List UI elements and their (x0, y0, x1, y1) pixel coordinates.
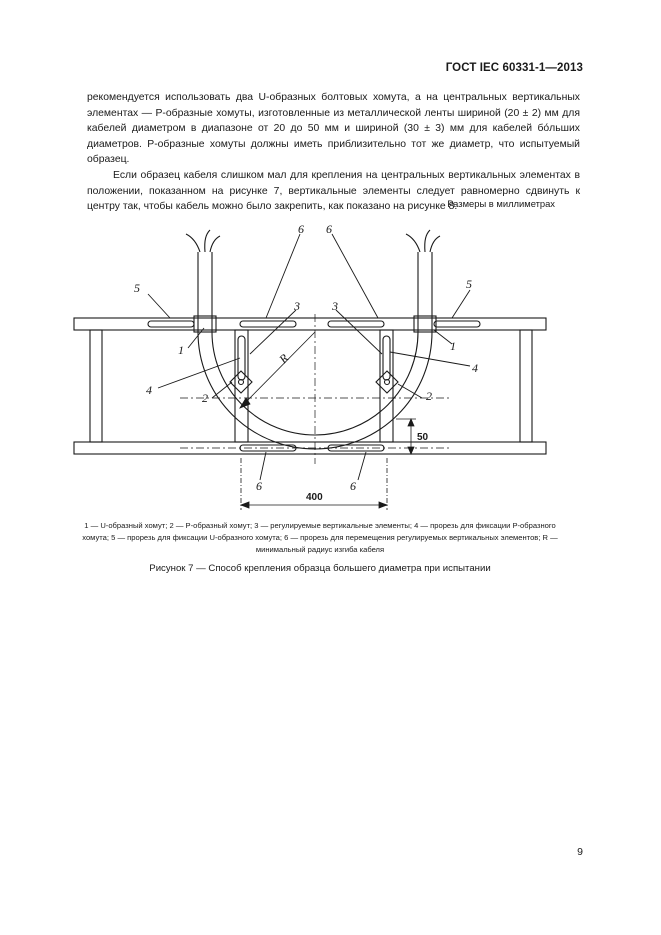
leader-1-left (188, 328, 204, 348)
leader-5-left (148, 294, 170, 318)
cable-left-straight (198, 252, 212, 332)
body-text (87, 90, 580, 215)
leader-6-bottom-left (260, 452, 266, 480)
label-6-bottom-left: 6 (256, 479, 262, 493)
label-2-left: 2 (202, 391, 208, 405)
leader-5-right (452, 290, 470, 318)
label-1-right: 1 (450, 339, 456, 353)
document-header: ГОСТ IEC 60331-1—2013 (445, 62, 583, 74)
left-outer-post (90, 330, 102, 442)
cable-left-wires (186, 230, 220, 252)
label-1-left: 1 (178, 343, 184, 357)
slot-move-left-top (240, 321, 296, 327)
figure-caption: Рисунок 7 — Способ крепления образца большего диаметра при испытании (149, 563, 491, 574)
label-3-right: 3 (332, 299, 338, 313)
leader-6-bottom-right (358, 452, 366, 480)
leader-6-top-right (332, 234, 378, 318)
label-6-bottom-right: 6 (350, 479, 356, 493)
right-outer-post (520, 330, 532, 442)
leader-3-left (250, 310, 296, 354)
label-4-left: 4 (146, 383, 152, 397)
figure-legend: 1 — U-образный хомут; 2 — Р-образный хомут; 3 — регулируемые вертикальные элементы; 4 — прорезь для фиксации Р-образного хомута; 5 — прорезь для фиксации U-образного хомута; 6 — прорезь для перемещения регулируемых вертикальных элементов; R — минимальный радиус изгиба кабеля (82, 521, 558, 554)
p-clamp-right (376, 371, 398, 393)
label-radius: R (276, 351, 292, 367)
label-2-right: 2 (426, 389, 432, 403)
page-number: 9 (577, 846, 583, 858)
leader-3-right (336, 310, 382, 354)
slot-move-right-top (328, 321, 384, 327)
leader-4-left (158, 358, 240, 388)
leader-2-left (212, 382, 232, 398)
slot-u-clamp-left (148, 321, 194, 327)
cable-right-wires (406, 230, 440, 252)
label-3-left: 3 (294, 299, 300, 313)
paragraph-1: рекомендуется использовать два U-образных болтовых хомута, а на центральных вертикальных элементах — Р-образные хомуты, изготовленные из металлической ленты шириной (20 ± 2) мм для кабелей диаметром в диапазоне от 20 до 50 мм и шириной (30 ± 3) мм для кабелей бо́льших диаметров. Р-образные хомуты должны иметь приблизительно тот же диаметр, что испытуемый образец. (87, 92, 580, 166)
label-5-right: 5 (466, 277, 472, 291)
cable-right-straight (418, 252, 432, 332)
technical-drawing (60, 218, 580, 514)
top-rail (74, 318, 546, 330)
paragraph-2: Если образец кабеля слишком мал для крепления на центральных вертикальных элементах в положении, показанном на рисунке 7, вертикальные элементы следует равномерно сдвинуть к центру так, чтобы кабель можно было закрепить, как показано на рисунке 8. (87, 169, 580, 213)
left-adjustable-vertical (235, 330, 248, 442)
label-6-top-right: 6 (326, 222, 332, 236)
dimension-400-value: 400 (306, 492, 323, 503)
figure-7-drawing (60, 218, 580, 519)
p-clamp-left (230, 371, 252, 393)
radius-line (240, 332, 315, 408)
label-4-right: 4 (472, 361, 478, 375)
label-5-left: 5 (134, 281, 140, 295)
dimension-50-value: 50 (417, 432, 429, 443)
slot-u-clamp-right (434, 321, 480, 327)
label-6-top-left: 6 (298, 222, 304, 236)
dimensions-note: Размеры в миллиметрах (447, 198, 555, 209)
